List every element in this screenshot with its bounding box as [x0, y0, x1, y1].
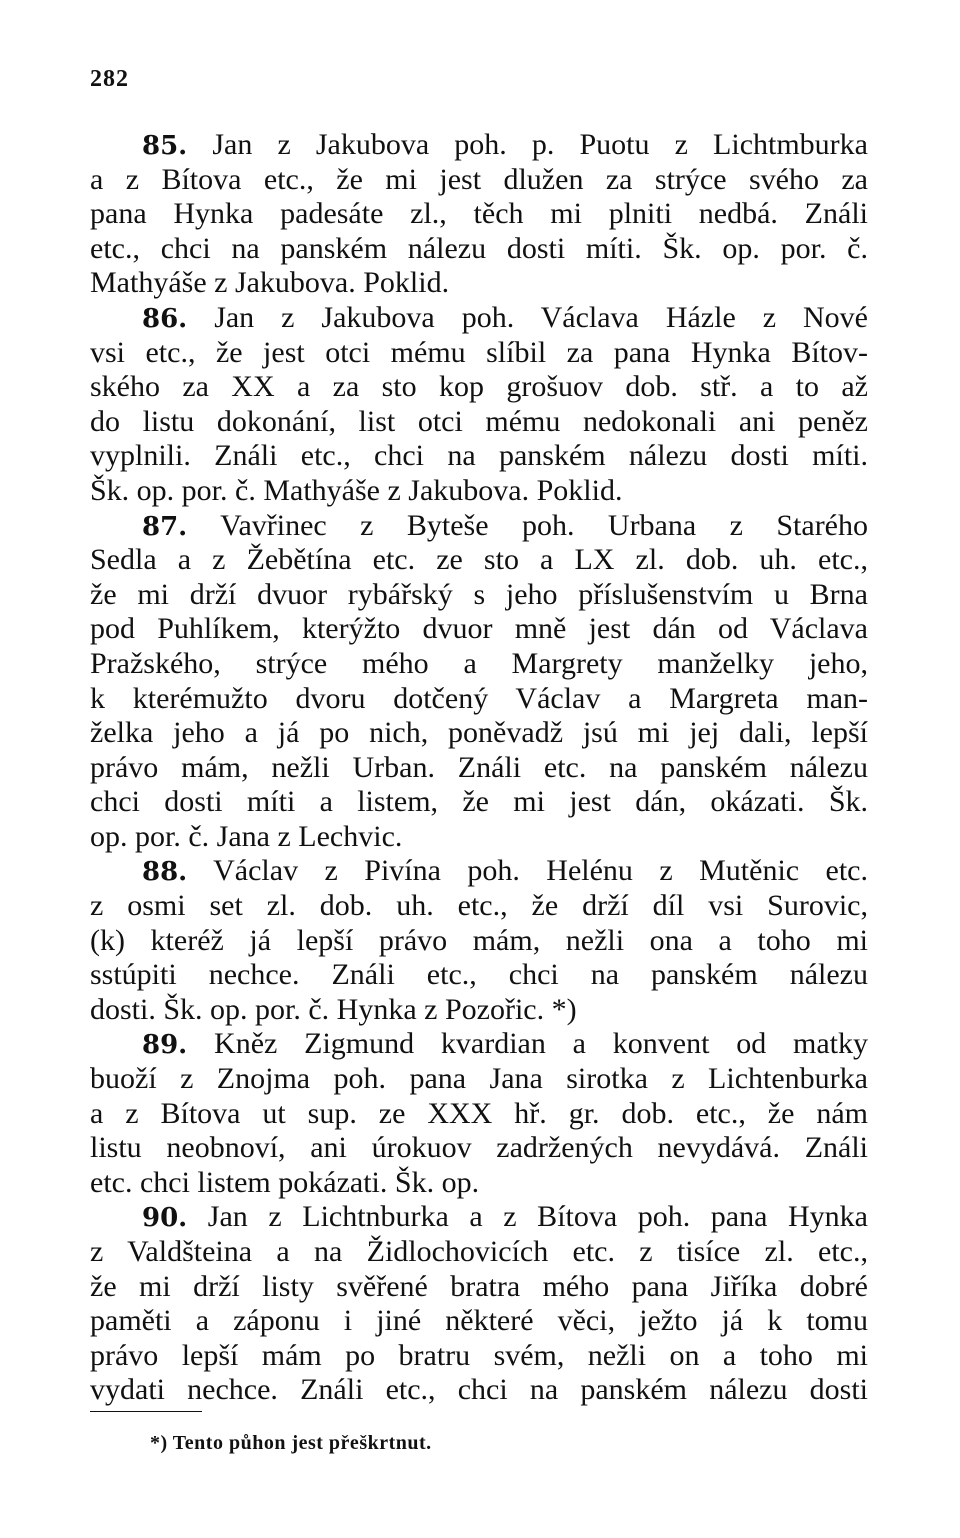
footnote: *) Tento půhon jest přeškrtnut.: [150, 1432, 432, 1454]
text-line: listu neobnoví, ani úrokuov zadržených nevydává. Ználi: [90, 1131, 868, 1165]
text-line: Šk. op. por. č. Mathyáše z Jakubova. Poklid.: [90, 473, 623, 507]
text-line: do listu dokonání, list otci mému nedokonali ani peněz: [90, 404, 868, 438]
text-line: Pražského, strýce mého a Margrety manželky jeho,: [90, 646, 868, 680]
text-line: právo lepší mám po bratru svém, nežli on a toho mi: [90, 1338, 868, 1372]
text-line: že mi drží dvuor rybářský s jeho příslušenstvím u Brna: [90, 577, 868, 611]
line-text: Jan z Jakubova poh. Václava Házle z Nové: [187, 300, 868, 334]
entry-number: 89.: [142, 1030, 188, 1061]
text-line: právo mám, nežli Urban. Ználi etc. na panském nálezu: [90, 750, 868, 784]
footnote-divider: [90, 1411, 202, 1412]
line-text: Jan z Jakubova poh. p. Puotu z Lichtmburka: [187, 128, 868, 161]
text-line: chci dosti míti a listem, že mi jest dán, okázati. Šk.: [90, 785, 868, 819]
body-text: [90, 128, 868, 1408]
text-line: buoží z Znojma poh. pana Jana sirotka z Lichtenburka: [90, 1062, 868, 1096]
text-line: želka jeho a já po nich, poněvadž jsú mi jej dali, lepší: [90, 716, 868, 750]
text-line: vyplnili. Ználi etc., chci na panském nálezu dosti míti.: [90, 439, 868, 473]
text-line: etc. chci listem pokázati. Šk. op.: [90, 1165, 480, 1199]
text-line: [90, 854, 868, 889]
entry-number: 87.: [142, 511, 188, 542]
page-number: 282: [90, 66, 129, 92]
text-line: Sedla a z Žebětína etc. ze sto a LX zl. dob. uh. etc.,: [90, 543, 868, 577]
text-line: k kterémužto dvoru dotčený Václav a Margreta man-: [90, 681, 868, 715]
entry-number: 85.: [142, 131, 188, 161]
text-line: etc., chci na panském nálezu dosti míti. Šk. op. por. č.: [90, 231, 868, 265]
line-text: Vavřinec z Byteše poh. Urbana z Starého: [187, 508, 868, 542]
entry-number: 88.: [142, 857, 188, 888]
text-line: že mi drží listy svěřené bratra mého pana Jiříka dobré: [90, 1269, 868, 1303]
text-line: sstúpiti nechce. Ználi etc., chci na panském nálezu: [90, 958, 868, 992]
line-text: Kněz Zigmund kvardian a konvent od matky: [187, 1027, 868, 1061]
text-line: op. por. č. Jana z Lechvic.: [90, 819, 403, 853]
text-line: a z Bítova ut sup. ze XXX hř. gr. dob. etc., že nám: [90, 1096, 868, 1130]
text-line: [90, 301, 868, 336]
entry-number: 90.: [142, 1203, 188, 1234]
line-text: Jan z Lichtnburka a z Bítova poh. pana Hynka: [187, 1200, 868, 1234]
text-line: paměti a záponu i jiné některé věci, ježto já k tomu: [90, 1304, 868, 1338]
text-line: z osmi set zl. dob. uh. etc., že drží díl vsi Surovic,: [90, 889, 868, 923]
text-line: dosti. Šk. op. por. č. Hynka z Pozořic. *): [90, 992, 577, 1026]
text-line: a z Bítova etc., že mi jest dlužen za strýce svého za: [90, 162, 868, 196]
text-line: ského za XX a za sto kop grošuov dob. stř. a to až: [90, 370, 868, 404]
text-line: (k) kteréž já lepší právo mám, nežli ona a toho mi: [90, 923, 868, 957]
text-line: [90, 1200, 868, 1235]
text-line: [90, 509, 868, 544]
text-line: pod Puhlíkem, kterýžto dvuor mně jest dán od Václava: [90, 612, 868, 646]
line-text: Václav z Pivína poh. Helénu z Mutěnic etc.: [187, 854, 868, 888]
text-line: Mathyáše z Jakubova. Poklid.: [90, 266, 450, 300]
text-line: [90, 1027, 868, 1062]
text-line: vsi etc., že jest otci mému slíbil za pana Hynka Bítov-: [90, 335, 868, 369]
text-line: z Valdšteina a na Židlochovicích etc. z tisíce zl. etc.,: [90, 1235, 868, 1268]
text-line: [90, 128, 868, 163]
text-line: vydati nechce. Ználi etc., chci na panském nálezu dosti: [90, 1373, 868, 1407]
entry-number: 86.: [142, 303, 188, 334]
text-line: pana Hynka padesáte zl., těch mi plniti nedbá. Ználi: [90, 197, 868, 231]
